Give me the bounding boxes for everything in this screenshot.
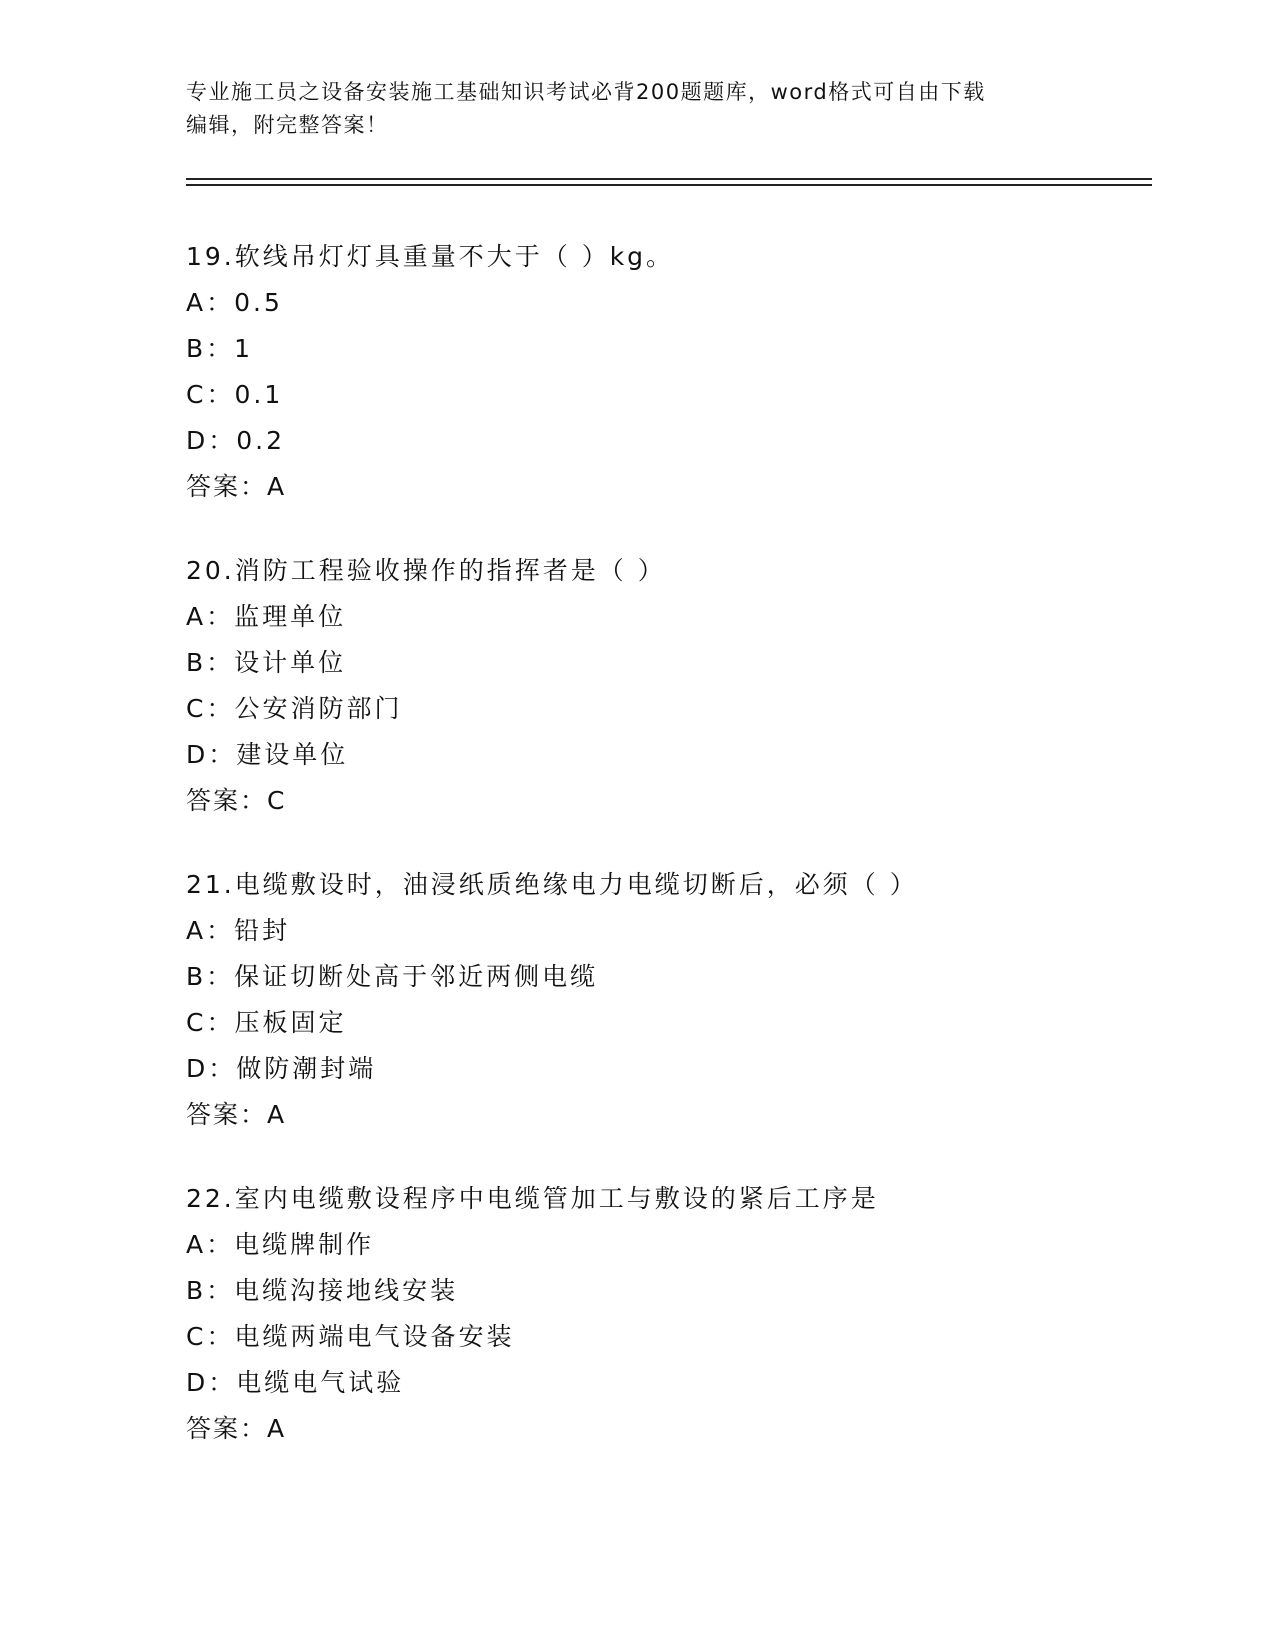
answer-line: 答案：A	[186, 472, 287, 501]
option-text: 0.5	[234, 288, 283, 317]
option-text: 电缆电气试验	[236, 1368, 405, 1397]
option-a	[186, 594, 1146, 640]
question-list	[186, 234, 1146, 1490]
option-key: C：	[186, 380, 235, 409]
option-d	[186, 1360, 1146, 1406]
option-text: 电缆两端电气设备安装	[234, 1322, 515, 1351]
option-text: 电缆沟接地线安装	[234, 1276, 459, 1305]
option-key: B：	[186, 334, 235, 363]
option-b	[186, 954, 1146, 1000]
option-d	[186, 732, 1146, 778]
answer-line: 答案：C	[186, 786, 287, 815]
document-header	[186, 76, 1066, 142]
option-text: 1	[234, 334, 254, 363]
option-key: A：	[186, 916, 235, 945]
option-key: B：	[186, 648, 235, 677]
answer-line: 答案：A	[186, 1414, 287, 1443]
question-22	[186, 1176, 1146, 1452]
header-title-line-2: 编辑，附完整答案！	[186, 113, 389, 137]
option-c	[186, 1000, 1146, 1046]
option-text: 0.1	[234, 380, 284, 409]
question-stem: 21.电缆敷设时，油浸纸质绝缘电力电缆切断后，必须（ ）	[186, 870, 918, 899]
option-b	[186, 1268, 1146, 1314]
option-key: D：	[186, 1054, 237, 1083]
option-text: 保证切断处高于邻近两侧电缆	[234, 962, 599, 991]
option-d	[186, 418, 1146, 464]
option-key: B：	[186, 1276, 235, 1305]
question-21	[186, 862, 1146, 1138]
option-key: A：	[186, 1230, 235, 1259]
option-text: 铅封	[234, 916, 291, 945]
question-20	[186, 548, 1146, 824]
option-key: B：	[186, 962, 235, 991]
option-key: D：	[186, 426, 237, 455]
option-text: 监理单位	[234, 602, 347, 631]
question-stem: 20.消防工程验收操作的指挥者是（ ）	[186, 556, 666, 585]
option-c	[186, 372, 1146, 418]
option-text: 建设单位	[236, 740, 349, 769]
answer-line: 答案：A	[186, 1100, 287, 1129]
header-divider-bottom	[186, 184, 1152, 186]
option-a	[186, 1222, 1146, 1268]
header-title-line-1: 专业施工员之设备安装施工基础知识考试必背200题题库，word格式可自由下载	[186, 80, 986, 104]
question-stem: 22.室内电缆敷设程序中电缆管加工与敷设的紧后工序是	[186, 1184, 879, 1213]
option-text: 电缆牌制作	[234, 1230, 375, 1259]
option-d	[186, 1046, 1146, 1092]
option-text: 设计单位	[234, 648, 347, 677]
option-c	[186, 686, 1146, 732]
question-stem: 19.软线吊灯灯具重量不大于（ ）kg。	[186, 242, 675, 271]
option-key: A：	[186, 288, 235, 317]
option-text: 压板固定	[234, 1008, 347, 1037]
option-key: D：	[186, 1368, 237, 1397]
option-key: A：	[186, 602, 235, 631]
option-a	[186, 908, 1146, 954]
question-19	[186, 234, 1146, 510]
option-c	[186, 1314, 1146, 1360]
option-a	[186, 280, 1146, 326]
option-key: C：	[186, 1322, 235, 1351]
option-b	[186, 326, 1146, 372]
option-key: C：	[186, 1008, 235, 1037]
option-text: 0.2	[236, 426, 286, 455]
option-b	[186, 640, 1146, 686]
option-text: 做防潮封端	[236, 1054, 377, 1083]
option-key: D：	[186, 740, 237, 769]
header-divider-top	[186, 178, 1152, 180]
option-key: C：	[186, 694, 235, 723]
option-text: 公安消防部门	[234, 694, 403, 723]
